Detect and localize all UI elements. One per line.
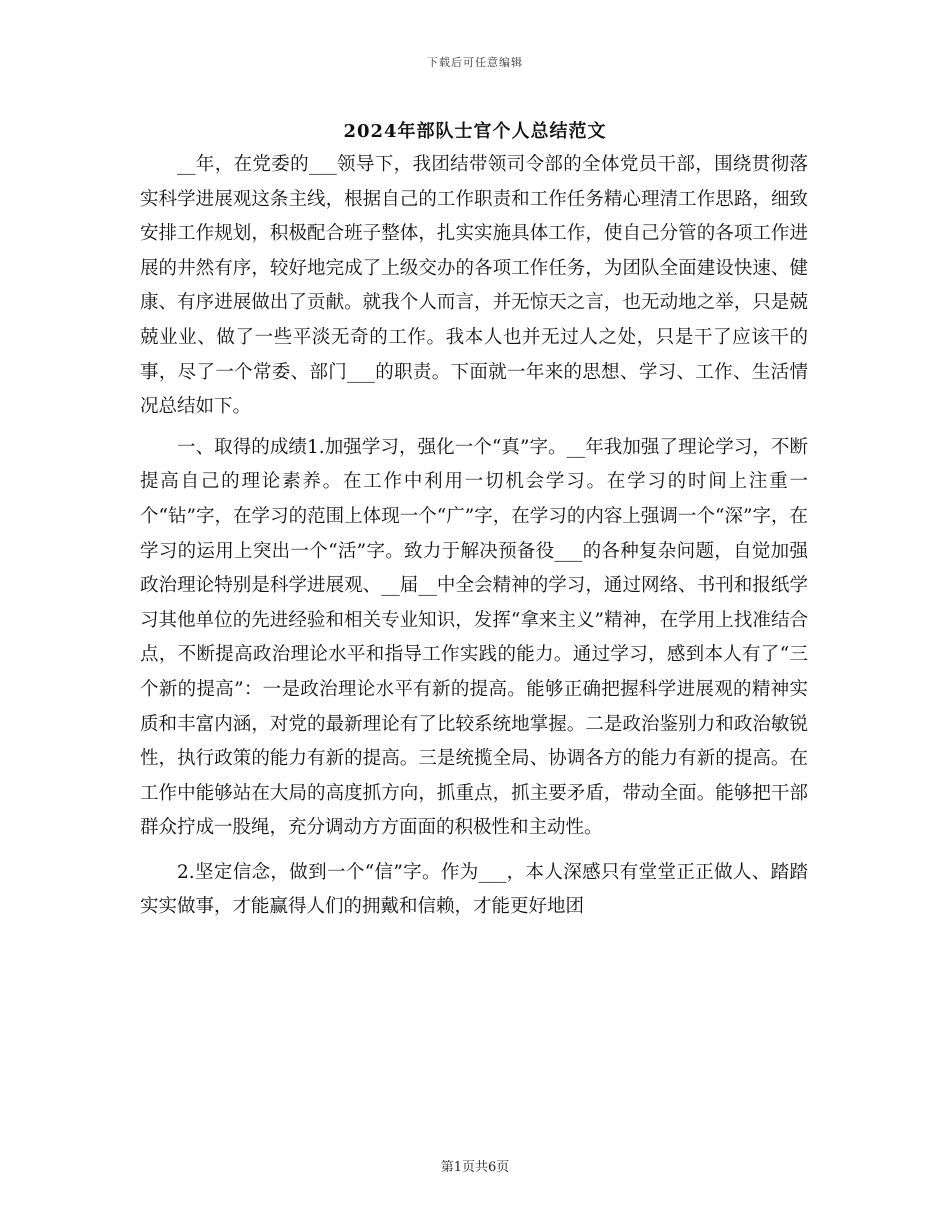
- page-header-note: 下载后可任意编辑: [427, 56, 523, 69]
- body-paragraph: 2.坚定信念，做到一个“信”字。作为___，本人深感只有堂堂正正做人、踏踏实实做事，才能赢得人们的拥戴和信赖，才能更好地团: [140, 861, 808, 918]
- body-paragraph: __年，在党委的___领导下，我团结带领司令部的全体党员干部，围绕贯彻落实科学进展观这条主线，根据自己的工作职责和工作任务精心理清工作思路，细致安排工作规划，积极配合班子整体，扎实实施具体工作，使自己分管的各项工作进展的井然有序，较好地完成了上级交办的各项工作任务，为团队全面建设快速、健康、有序进展做出了贡献。就我个人而言，并无惊天之言，也无动地之举，只是兢兢业业、做了一些平淡无奇的工作。我本人也并无过人之处，只是干了应该干的事，尽了一个常委、部门___的职责。下面就一年来的思想、学习、工作、生活情况总结如下。: [140, 154, 808, 418]
- document-title: 2024年部队士官个人总结范文: [343, 121, 607, 142]
- page-number-footer: 第1页共6页: [440, 1160, 510, 1175]
- body-paragraph: 一、取得的成绩1.加强学习，强化一个“真”字。__年我加强了理论学习，不断提高自己的理论素养。在工作中利用一切机会学习。在学习的时间上注重一个“钻”字，在学习的范围上体现一个“广”字，在学习的内容上强调一个“深”字，在学习的运用上突出一个“活”字。致力于解决预备役___的各种复杂问题，自觉加强政治理论特别是科学进展观、__届__中全会精神的学习，通过网络、书刊和报纸学习其他单位的先进经验和相关专业知识，发挥“拿来主义”精神，在学用上找准结合点，不断提高政治理论水平和指导工作实践的能力。通过学习，感到本人有了“三个新的提高”：一是政治理论水平有新的提高。能够正确把握科学进展观的精神实质和丰富内涵，对党的最新理论有了比较系统地掌握。二是政治鉴别力和政治敏锐性，执行政策的能力有新的提高。三是统揽全局、协调各方的能力有新的提高。在工作中能够站在大局的高度抓方向，抓重点，抓主要矛盾，带动全面。能够把干部群众拧成一股绳，充分调动方方面面的积极性和主动性。: [140, 436, 808, 839]
- document-body: [140, 148, 808, 925]
